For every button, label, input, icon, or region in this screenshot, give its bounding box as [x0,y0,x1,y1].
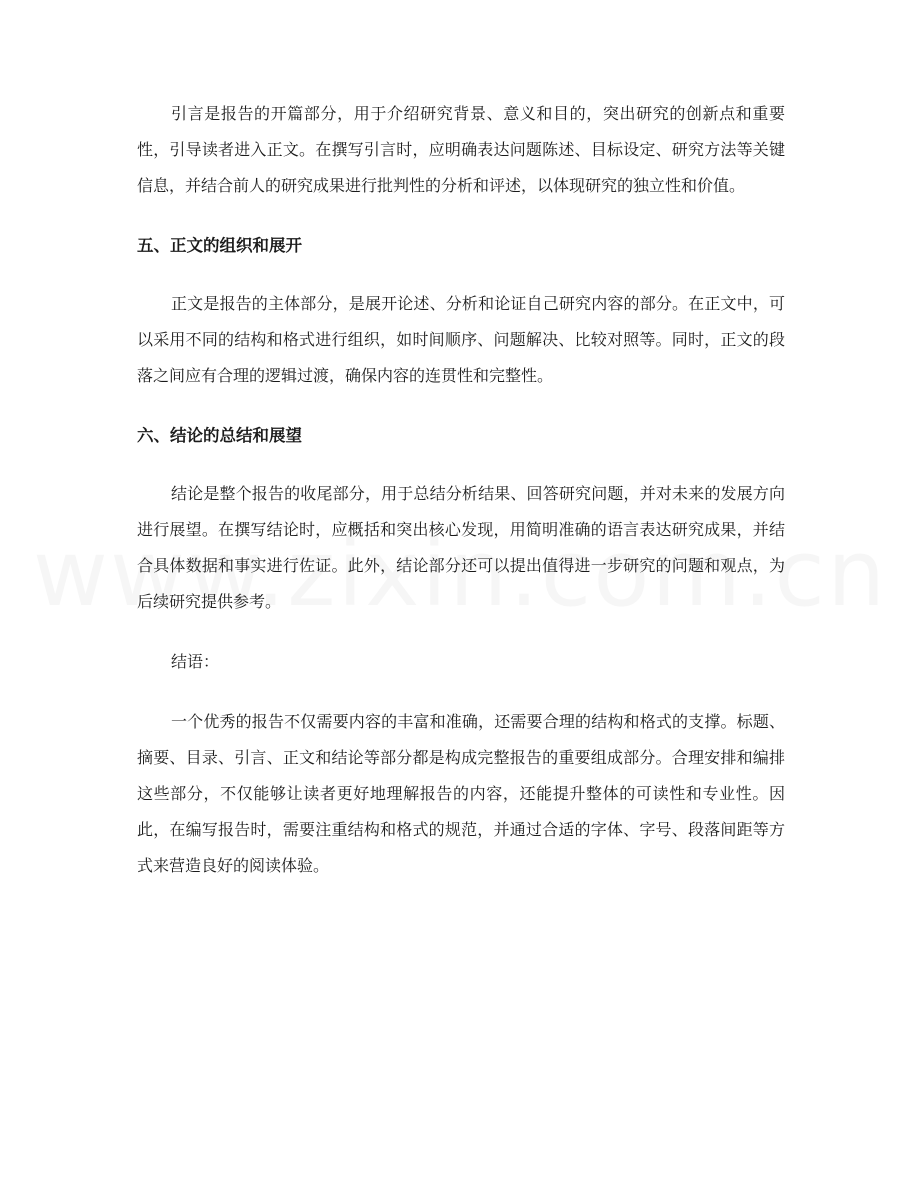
body-paragraph: 正文是报告的主体部分，是展开论述、分析和论证自己研究内容的部分。在正文中，可以采用不同的结构和格式进行组织，如时间顺序、问题解决、比较对照等。同时，正文的段落之间应有合理的逻辑过渡，确保内容的连贯性和完整性。 [137,294,785,385]
closing-label: 结语： [171,652,220,671]
intro-paragraph: 引言是报告的开篇部分，用于介绍研究背景、意义和目的，突出研究的创新点和重要性，引导读者进入正文。在撰写引言时，应明确表达问题陈述、目标设定、研究方法等关键信息，并结合前人的研究成果进行批判性的分析和评述，以体现研究的独立性和价值。 [137,104,785,195]
closing-paragraph: 一个优秀的报告不仅需要内容的丰富和准确，还需要合理的结构和格式的支撑。标题、摘要、目录、引言、正文和结论等部分都是构成完整报告的重要组成部分。合理安排和编排这些部分，不仅能够让读者更好地理解报告的内容，还能提升整体的可读性和专业性。因此，在编写报告时，需要注重结构和格式的规范，并通过合适的字体、字号、段落间距等方式来营造良好的阅读体验。 [137,712,785,875]
conclusion-paragraph: 结论是整个报告的收尾部分，用于总结分析结果、回答研究问题，并对未来的发展方向进行展望。在撰写结论时，应概括和突出核心发现，用简明准确的语言表达研究成果，并结合具体数据和事实进行佐证。此外，结论部分还可以提出值得进一步研究的问题和观点，为后续研究提供参考。 [137,484,785,611]
section-heading-conclusion: 六、结论的总结和展望 [137,426,302,445]
section-heading-body: 五、正文的组织和展开 [137,236,302,255]
document-body [137,96,785,884]
